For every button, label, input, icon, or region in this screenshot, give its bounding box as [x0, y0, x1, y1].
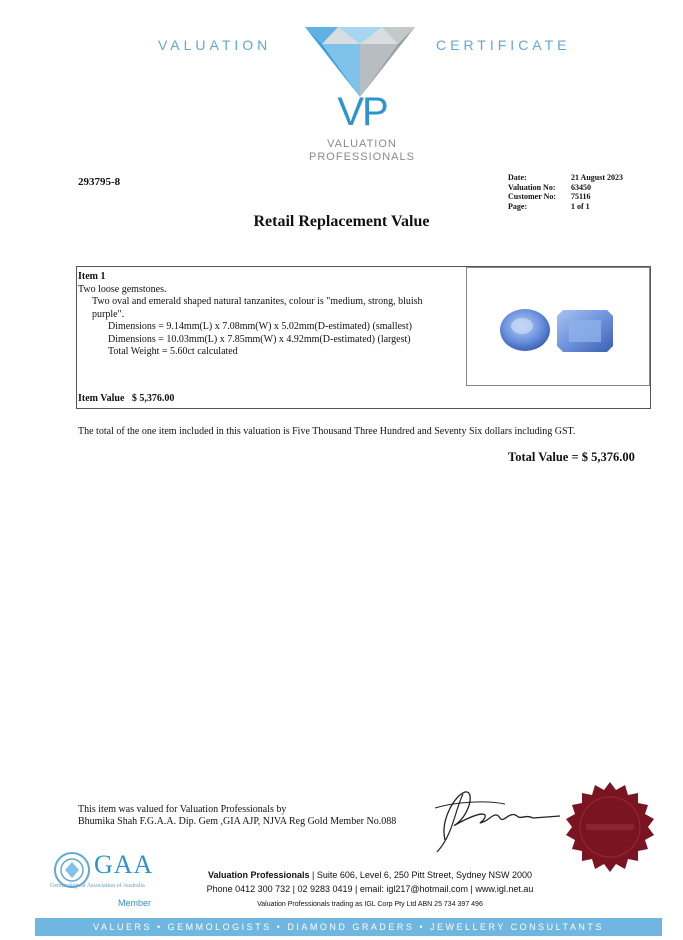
- footer-trading: Valuation Professionals trading as IGL Corp Pty Ltd ABN 25 734 397 496: [257, 901, 483, 908]
- meta-value: 63450: [571, 182, 591, 192]
- valuer-line1: This item was valued for Valuation Professionals by: [78, 804, 287, 815]
- logo-subtitle-line1: VALUATION: [327, 138, 397, 150]
- meta-row-customer: [508, 192, 623, 202]
- meta-row-valuation: [508, 183, 623, 193]
- valuer-line2: Bhumika Shah F.G.A.A. Dip. Gem ,GIA AJP, NJVA Reg Gold Member No.088: [78, 816, 397, 827]
- meta-row-date: [508, 173, 623, 183]
- item-heading: Item 1: [78, 271, 106, 282]
- meta-key: Customer No:: [508, 192, 557, 201]
- document-title: Retail Replacement Value: [253, 213, 430, 230]
- item-line1: Two loose gemstones.: [78, 283, 167, 295]
- item-line2: Two oval and emerald shaped natural tanzanites, colour is "medium, strong, bluish: [92, 296, 423, 307]
- valuer-statement: [78, 804, 396, 828]
- meta-block: [508, 173, 623, 211]
- gaa-member-label: Member: [118, 898, 152, 908]
- footer-contact: Phone 0412 300 732 | 02 9283 0419 | email: igl217@hotmail.com | www.igl.net.au: [206, 884, 534, 894]
- meta-key: Date:: [508, 173, 527, 182]
- item-dimensions-largest: Dimensions = 10.03mm(L) x 7.85mm(W) x 4.92mm(D-estimated) (largest): [108, 333, 411, 345]
- item-value-label: Item Value: [78, 393, 125, 404]
- logo-subtitle-line2: PROFESSIONALS: [309, 151, 415, 163]
- footer-company: Valuation Professionals: [208, 870, 310, 880]
- meta-row-page: [508, 202, 623, 212]
- item-description: [78, 271, 462, 359]
- meta-key: Page:: [508, 201, 528, 211]
- item-value-amount: $ 5,376.00: [131, 393, 175, 404]
- seal-icon: [562, 780, 658, 876]
- header-certificate-word: CERTIFICATE: [436, 37, 571, 53]
- vp-logo-text: VP: [337, 90, 387, 134]
- tanzanite-gems-icon: [467, 268, 649, 385]
- gaa-full-name: Gemmological Association of Australia: [50, 883, 145, 889]
- reference-number: 293795-8: [78, 176, 121, 188]
- item-weight: Total Weight = 5.60ct calculated: [108, 346, 238, 357]
- meta-key: Valuation No:: [508, 182, 556, 192]
- total-value: Total Value = $ 5,376.00: [508, 450, 635, 464]
- footer-company-address: [170, 870, 570, 880]
- footer-address: | Suite 606, Level 6, 250 Pitt Street, Sydney NSW 2000: [309, 870, 532, 880]
- gemstone-photo: [466, 267, 650, 386]
- total-sentence: The total of the one item included in this valuation is Five Thousand Three Hundred and Seventy Six dollars including GST.: [78, 426, 576, 437]
- meta-value: 75116: [571, 192, 591, 201]
- gaa-logo-text: GAA: [94, 850, 154, 879]
- item-value: [78, 393, 174, 404]
- footer-band: VALUERS • GEMMOLOGISTS • DIAMOND GRADERS • JEWELLERY CONSULTANTS: [35, 918, 662, 936]
- item-dimensions-smallest: Dimensions = 9.14mm(L) x 7.08mm(W) x 5.02mm(D-estimated) (smallest): [108, 321, 412, 332]
- signature-icon: [425, 780, 565, 855]
- header-valuation-word: VALUATION: [158, 37, 272, 53]
- meta-value: 21 August 2023: [571, 173, 624, 182]
- meta-value: 1 of 1: [571, 201, 590, 211]
- item-line3: purple".: [92, 308, 125, 320]
